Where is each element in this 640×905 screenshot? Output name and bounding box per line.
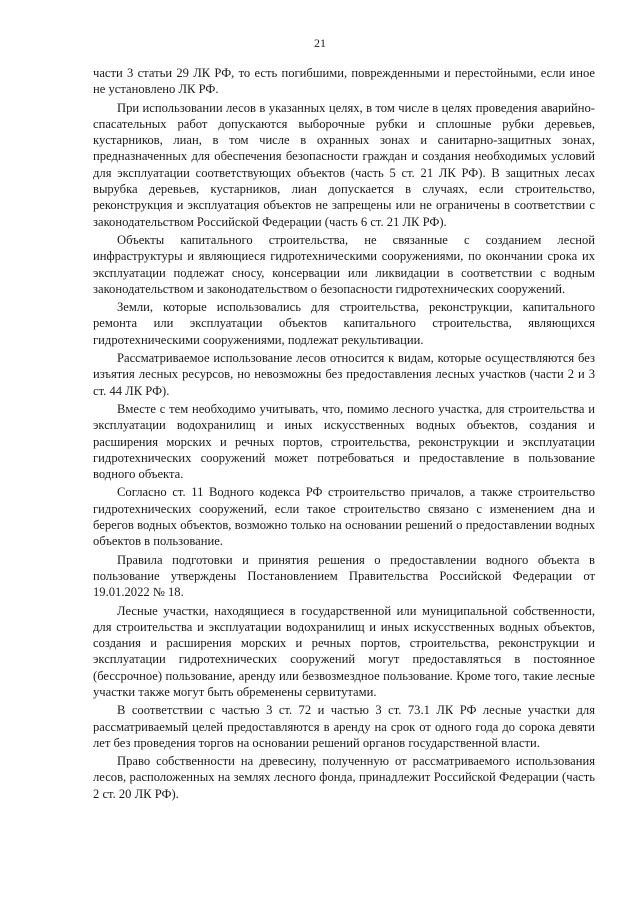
paragraph-recultivation: Земли, которые использовались для строительства, реконструкции, капитального ремонта или эксплуатации объектов капитального строительства, являющихся гидротехническими сооружениями, подлежат рекультивации. [93, 300, 595, 347]
paragraph-lease-term: В соответствии с частью 3 ст. 72 и частью 3 ст. 73.1 ЛК РФ лесные участки для рассматриваемый целей предоставляются в аренду на срок от одного года до сорока девяти лет без проведения торгов на основании решений органов государственной власти. [93, 703, 595, 750]
paragraph-land-provision: Лесные участки, находящиеся в государственной или муниципальной собственности, для строительства и эксплуатации водохранилищ и иных искусственных водных объектов, создания и расширения морских и речных портов, строительства, реконструкции и эксплуатации гидротехнических сооружений могут предоставляться в постоянное (бессрочное) пользование, аренду или безвозмездное пользование. Кроме того, такие лесные участки также могут быть обременены сервитутами. [93, 603, 595, 699]
paragraph-water-code: Согласно ст. 11 Водного кодекса РФ строительство причалов, а также строительство гидротехнических сооружений, если такое строительство связано с изменением дна и берегов водных объектов, возможно только на основании решений о предоставлении водных объектов в пользование. [93, 485, 595, 549]
paragraph-timber-ownership: Право собственности на древесину, полученную от рассматриваемого использования лесов, расположенных на землях лесного фонда, принадлежит Российской Федерации (часть 2 ст. 20 ЛК РФ). [93, 754, 595, 801]
paragraph-continuation: части 3 статьи 29 ЛК РФ, то есть погибшими, поврежденными и перестойными, если иное не установлено ЛК РФ. [93, 66, 595, 97]
paragraph-felling-permission: При использовании лесов в указанных целях, в том числе в целях проведения аварийно-спасательных работ допускаются выборочные рубки и сплошные рубки деревьев, кустарников, лиан, в том числе в охранных зонах и санитарно-защитных зонах, предназначенных для обеспечения безопасности граждан и создания необходимых условий для эксплуатации соответствующих объектов (часть 5 ст. 21 ЛК РФ). В защитных лесах вырубка деревьев, кустарников, лиан допускается в случаях, если строительство, реконструкция и эксплуатация объектов не запрещены или не ограничены в соответствии с законодательством Российской Федерации (часть 6 ст. 21 ЛК РФ). [93, 100, 595, 229]
paragraph-demolition: Объекты капитального строительства, не связанные с созданием лесной инфраструктуры и являющиеся гидротехническими сооружениями, по окончании срока их эксплуатации подлежат сносу, консервации или ликвидации в соответствии с водным законодательством и законодательством о безопасности гидротехнических сооружений. [93, 232, 595, 296]
paragraph-rules: Правила подготовки и принятия решения о предоставлении водного объекта в пользование утверждены Постановлением Правительства Российской Федерации от 19.01.2022 № 18. [93, 552, 595, 600]
paragraph-use-type: Рассматриваемое использование лесов относится к видам, которые осуществляются без изъятия лесных ресурсов, но невозможны без предоставления лесных участков (части 2 и 3 ст. 44 ЛК РФ). [93, 351, 595, 398]
page-number: 21 [314, 36, 326, 50]
document-body [93, 65, 595, 804]
paragraph-water-object: Вместе с тем необходимо учитывать, что, помимо лесного участка, для строительства и эксплуатации водохранилищ и иных искусственных водных объектов, создания и расширения морских и речных портов, строительства, реконструкции и эксплуатации гидротехнических сооружений может потребоваться и предоставление в пользование водного объекта. [93, 401, 595, 482]
